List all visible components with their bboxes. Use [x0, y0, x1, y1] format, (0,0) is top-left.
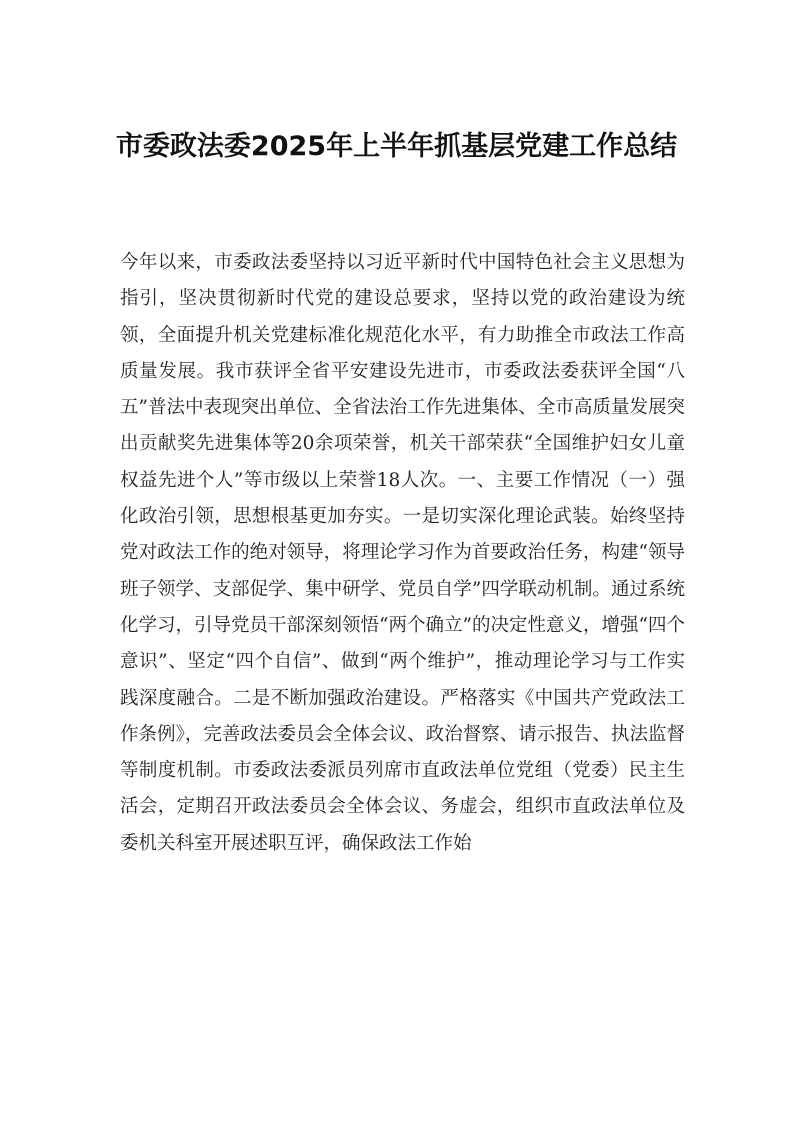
document-title: 市委政法委2025年上半年抓基层党建工作总结	[115, 131, 678, 162]
document-body: 今年以来，市委政法委坚持以习近平新时代中国特色社会主义思想为指引，坚决贯彻新时代党的建设总要求，坚持以党的政治建设为统领，全面提升机关党建标准化规范化水平，有力助推全市政法工作高质量发展。我市获评全省平安建设先进市，市委政法委获评全国“八五”普法中表现突出单位、全省法治工作先进集体、全市高质量发展突出贡献奖先进集体等20余项荣誉，机关干部荣获“全国维护妇女儿童权益先进个人”等市级以上荣誉18人次。一、主要工作情况（一）强化政治引领，思想根基更加夯实。一是切实深化理论武装。始终坚持党对政法工作的绝对领导，将理论学习作为首要政治任务，构建“领导班子领学、支部促学、集中研学、党员自学”四学联动机制。通过系统化学习，引导党员干部深刻领悟“两个确立”的决定性意义，增强“四个意识”、坚定“四个自信”、做到“两个维护”，推动理论学习与工作实践深度融合。二是不断加强政治建设。严格落实《中国共产党政法工作条例》，完善政法委员会全体会议、政治督察、请示报告、执法监督等制度机制。市委政法委派员列席市直政法单位党组（党委）民主生活会，定期召开政法委员会全体会议、务虚会，组织市直政法单位及委机关科室开展述职互评，确保政法工作始	[120, 252, 685, 854]
